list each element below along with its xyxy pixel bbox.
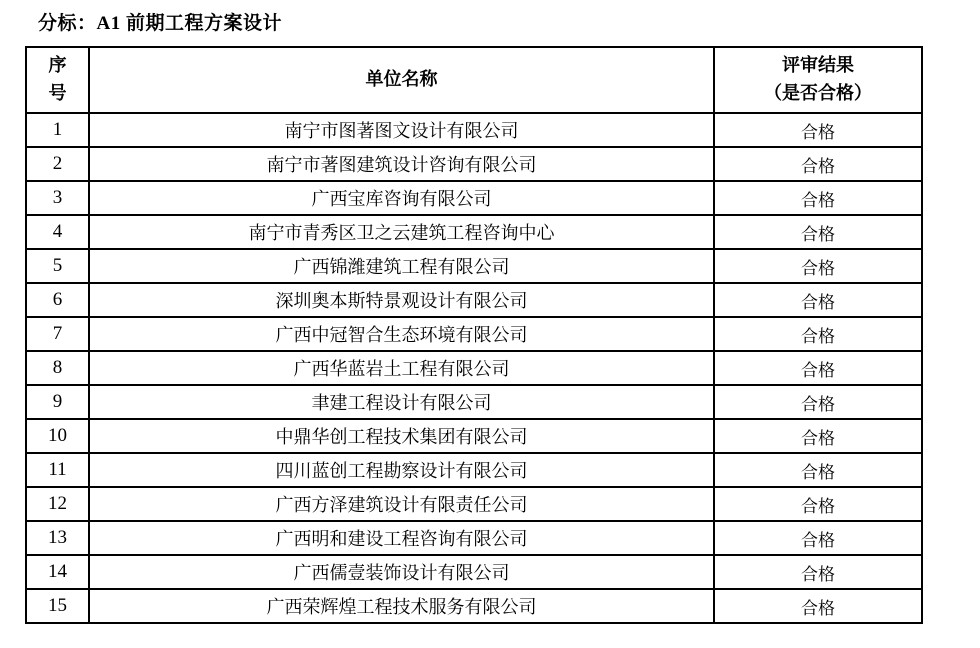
review-result-cell: 合格 <box>714 453 922 487</box>
row-index-cell: 8 <box>26 351 89 385</box>
company-name-cell: 广西方泽建筑设计有限责任公司 <box>89 487 714 521</box>
page-title: 分标：A1 前期工程方案设计 <box>38 13 282 34</box>
row-index-cell: 6 <box>26 283 89 317</box>
company-name-cell: 广西中冠智合生态环境有限公司 <box>89 317 714 351</box>
header-index-line1: 序 <box>48 55 67 76</box>
row-index-cell: 14 <box>26 555 89 589</box>
table-header <box>26 47 922 113</box>
review-result-cell: 合格 <box>714 487 922 521</box>
table-row <box>26 181 922 215</box>
row-index-cell: 11 <box>26 453 89 487</box>
company-name-cell: 广西宝库咨询有限公司 <box>89 181 714 215</box>
review-result-cell: 合格 <box>714 249 922 283</box>
table-row <box>26 351 922 385</box>
company-name-cell: 广西明和建设工程咨询有限公司 <box>89 521 714 555</box>
company-name-cell: 深圳奥本斯特景观设计有限公司 <box>89 283 714 317</box>
row-index-cell: 10 <box>26 419 89 453</box>
company-name-cell: 四川蓝创工程勘察设计有限公司 <box>89 453 714 487</box>
row-index-cell: 1 <box>26 113 89 147</box>
review-result-cell: 合格 <box>714 147 922 181</box>
company-name-cell: 南宁市青秀区卫之云建筑工程咨询中心 <box>89 215 714 249</box>
company-name-cell: 广西锦潍建筑工程有限公司 <box>89 249 714 283</box>
table-body <box>26 113 922 623</box>
review-result-cell: 合格 <box>714 385 922 419</box>
header-index <box>26 47 89 113</box>
row-index-cell: 2 <box>26 147 89 181</box>
review-result-cell: 合格 <box>714 555 922 589</box>
table-row <box>26 555 922 589</box>
company-name-cell: 南宁市图著图文设计有限公司 <box>89 113 714 147</box>
header-result-line2: （是否合格） <box>764 83 872 103</box>
table-row <box>26 147 922 181</box>
review-result-cell: 合格 <box>714 317 922 351</box>
row-index-cell: 12 <box>26 487 89 521</box>
row-index-cell: 5 <box>26 249 89 283</box>
table-row <box>26 317 922 351</box>
header-company-name: 单位名称 <box>89 47 714 113</box>
table-row <box>26 215 922 249</box>
header-review-result <box>714 47 922 113</box>
table-row <box>26 283 922 317</box>
company-name-cell: 广西华蓝岩土工程有限公司 <box>89 351 714 385</box>
table-row <box>26 113 922 147</box>
table-row <box>26 589 922 623</box>
table-row <box>26 453 922 487</box>
company-name-cell: 广西儒壹装饰设计有限公司 <box>89 555 714 589</box>
row-index-cell: 3 <box>26 181 89 215</box>
company-name-cell: 中鼎华创工程技术集团有限公司 <box>89 419 714 453</box>
row-index-cell: 15 <box>26 589 89 623</box>
row-index-cell: 7 <box>26 317 89 351</box>
review-result-cell: 合格 <box>714 113 922 147</box>
table-row <box>26 249 922 283</box>
company-name-cell: 聿建工程设计有限公司 <box>89 385 714 419</box>
company-name-cell: 南宁市著图建筑设计咨询有限公司 <box>89 147 714 181</box>
review-result-cell: 合格 <box>714 181 922 215</box>
header-row <box>26 47 922 113</box>
review-result-cell: 合格 <box>714 589 922 623</box>
table-row <box>26 419 922 453</box>
row-index-cell: 9 <box>26 385 89 419</box>
table-row <box>26 487 922 521</box>
header-index-line2: 号 <box>48 83 67 103</box>
header-result-line1: 评审结果 <box>782 55 854 76</box>
row-index-cell: 4 <box>26 215 89 249</box>
row-index-cell: 13 <box>26 521 89 555</box>
review-result-cell: 合格 <box>714 283 922 317</box>
review-result-cell: 合格 <box>714 419 922 453</box>
table-row <box>26 385 922 419</box>
company-name-cell: 广西荣辉煌工程技术服务有限公司 <box>89 589 714 623</box>
review-result-cell: 合格 <box>714 215 922 249</box>
review-result-cell: 合格 <box>714 351 922 385</box>
table-row <box>26 521 922 555</box>
review-result-cell: 合格 <box>714 521 922 555</box>
review-results-table <box>25 46 923 624</box>
